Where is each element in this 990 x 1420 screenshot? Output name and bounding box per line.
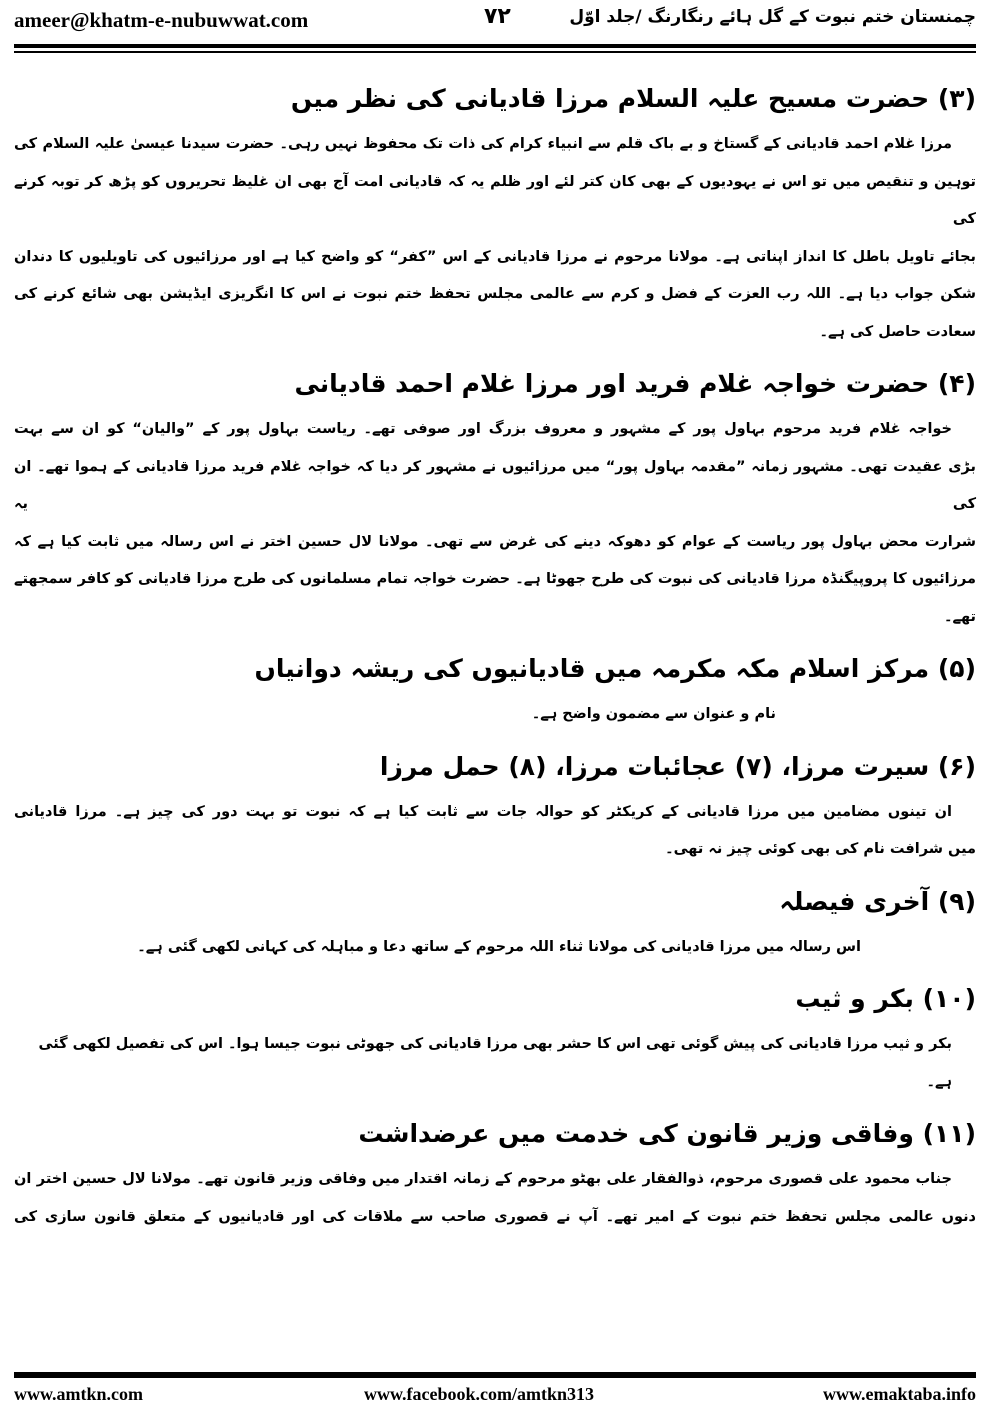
text-line: خواجہ غلام فرید مرحوم بہاول پور کے مشہور و معروف بزرگ اور صوفی تھے۔ ریاست بہاول پور کے ”والیان“ کو ان سے بہت [14, 421, 952, 437]
book-title: چمنستان ختم نبوت کے گل ہائے رنگارنگ /جلد اوّل [569, 7, 976, 27]
section-10 [14, 972, 976, 1101]
text-line: ان تینوں مضامین میں مرزا قادیانی کے کریکٹر کو حوالہ جات سے ثابت کیا ہے کہ نبوت تو بہت دور کی چیز ہے۔ مرزا قادیانی [14, 803, 952, 820]
text-line: شرارت محض بہاول پور ریاست کے عوام کو دھوکہ دینے کی غرض سے تھی۔ مولانا لال حسین اختر نے اس رسالہ میں ثابت کیا ہے کہ [14, 533, 976, 550]
section-3 [14, 72, 976, 351]
text-line: میں شرافت نام کی بھی کوئی چیز نہ تھی۔ [665, 841, 976, 857]
text-line: جناب محمود علی قصوری مرحوم، ذوالفقار علی بھٹو مرحوم کے زمانہ اقتدار میں وفاقی وزیر قانون تھے۔ مولانا لال حسین اختر ان [14, 1171, 952, 1187]
header-email: ameer@khatm-e-nubuwwat.com [14, 8, 309, 32]
text-line: مرزا غلام احمد قادیانی کے گستاخ و بے باک قلم سے انبیاء کرام کی ذات تک محفوظ نہیں رہی۔ حضرت سیدنا عیسیٰ علیہ السلام کی [14, 136, 952, 152]
section-5 [14, 642, 976, 734]
section-6-8 [14, 740, 976, 869]
page-header [14, 2, 976, 38]
text-line: نام و عنوان سے مضمون واضح ہے۔ [531, 706, 776, 722]
section-heading: (۱۱) وفاقی وزیر قانون کی خدمت میں عرضداشت [358, 1119, 976, 1148]
section-heading: (۳) حضرت مسیح علیہ السلام مرزا قادیانی کی نظر میں [290, 84, 976, 113]
footer-link-facebook[interactable]: www.facebook.com/amtkn313 [364, 1384, 594, 1404]
section-heading: (۵) مرکز اسلام مکہ مکرمہ میں قادیانیوں کی ریشہ دوانیاں [254, 654, 976, 683]
footer-rule [14, 1372, 976, 1378]
text-line: مرزائیوں کا پروپیگنڈہ مرزا قادیانی کی نبوت کی طرح جھوٹا ہے۔ حضرت خواجہ تمام مسلمانوں کی طرح مرزا قادیانی کو کافر سمجھتے تھے۔ [14, 571, 976, 625]
section-11 [14, 1107, 976, 1236]
text-line: شکن جواب دیا ہے۔ اللہ رب العزت کے فضل و کرم سے عالمی مجلس تحفظ ختم نبوت نے اس کا انگریزی ایڈیشن بھی شائع کرنے کی [14, 286, 976, 302]
text-line: بجائے تاویل باطل کا انداز اپناتی ہے۔ مولانا مرحوم نے مرزا قادیانی کے اس ”کفر“ کو واضح کیا ہے اور مرزائیوں کی تاویلیوں کا دندان [14, 248, 976, 265]
text-line: سعادت حاصل کی ہے۔ [819, 323, 976, 340]
section-heading: (۱۰) بکر و ثیب [795, 984, 976, 1013]
header-rule [14, 44, 976, 48]
text-line: بکر و ثیب مرزا قادیانی کی پیش گوئی تھی اس کا حشر بھی مرزا قادیانی کی جھوٹی نبوت جیسا ہوا۔ اس کی تفصیل لکھی گئی ہے۔ [38, 1036, 952, 1090]
section-4 [14, 357, 976, 636]
header-rule-thin [14, 51, 976, 53]
page-number: ۷۲ [484, 4, 511, 29]
section-heading: (۴) حضرت خواجہ غلام فرید اور مرزا غلام احمد قادیانی [294, 369, 976, 398]
text-line: توہین و تنقیص میں تو اس نے یہودیوں کے بھی کان کتر لئے اور ظلم یہ کہ قادیانی امت آج بھی ان غلیظ تحریروں کو پڑھ کر توبہ کرنے کی [14, 173, 976, 227]
footer-link-emaktaba[interactable]: www.emaktaba.info [822, 1384, 976, 1404]
footer-link-amtkn[interactable]: www.amtkn.com [14, 1384, 143, 1404]
page-footer [14, 1384, 976, 1408]
section-heading: (۹) آخری فیصلہ [779, 886, 976, 916]
text-line: اس رسالہ میں مرزا قادیانی کی مولانا ثناء اللہ مرحوم کے ساتھ دعا و مباہلہ کی کہانی لکھی گئی ہے۔ [137, 938, 861, 955]
text-line: دنوں عالمی مجلس تحفظ ختم نبوت کے امیر تھے۔ آپ نے قصوری صاحب سے ملاقات کی اور قادیانیوں کے متعلق قانون سازی کی [14, 1208, 976, 1225]
section-heading: (۶) سیرت مرزا، (۷) عجائبات مرزا، (۸) حمل مرزا [379, 751, 976, 781]
page-content [14, 72, 976, 1236]
text-line: بڑی عقیدت تھی۔ مشہور زمانہ ”مقدمہ بہاول پور“ میں مرزائیوں نے مشہور کر دیا کہ خواجہ غلام فرید مرزا قادیانی کے ہموا تھے۔ ان کی یہ [14, 458, 976, 512]
section-9 [14, 875, 976, 967]
